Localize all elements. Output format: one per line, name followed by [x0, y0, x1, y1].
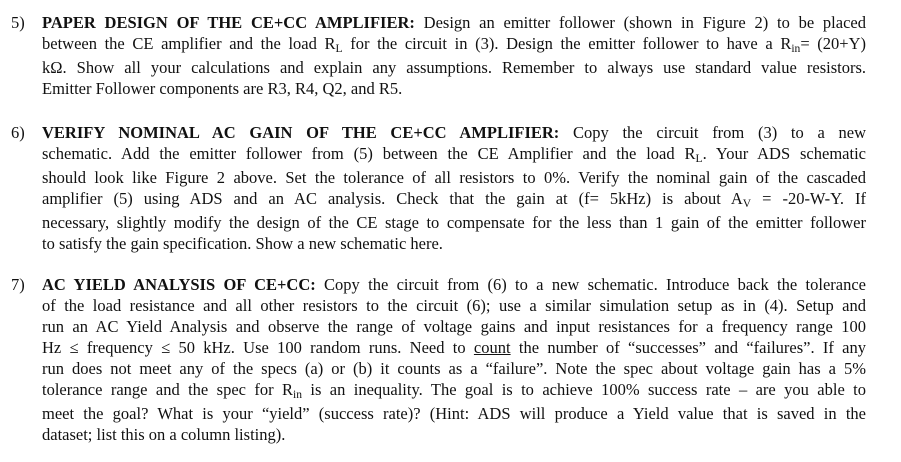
subscript: L — [695, 152, 703, 165]
text-run: run does not meet any of the specs (a) or (b) it counts as a “failure”. Note the spec about voltage gain has a 5% — [42, 359, 866, 378]
text-line — [42, 295, 866, 316]
section-heading: PAPER DESIGN OF THE CE+CC AMPLIFIER: — [42, 13, 415, 32]
text-line — [42, 12, 866, 33]
section-heading: AC YIELD ANALYSIS OF CE+CC: — [42, 275, 316, 294]
text-line — [42, 167, 866, 188]
section-number: 5) — [11, 13, 25, 32]
text-line — [42, 78, 866, 99]
text-run: the number of “successes” and “failures”. If any — [510, 338, 866, 357]
text-run: = (20+Y) — [800, 34, 866, 53]
text-run: for the circuit in (3). Design the emitter follower to have a R — [342, 34, 792, 53]
subscript: in — [293, 388, 302, 401]
section-body — [42, 274, 866, 445]
text-run: = -20-W-Y. If — [751, 189, 866, 208]
section-body — [42, 12, 866, 99]
section-heading: VERIFY NOMINAL AC GAIN OF THE CE+CC AMPLIFIER: — [42, 123, 560, 142]
text-run: dataset; list this on a column listing). — [42, 425, 286, 444]
text-run: Copy the circuit from (6) to a new schematic. Introduce back the tolerance — [315, 275, 866, 294]
text-run: . Your ADS schematic — [702, 144, 866, 163]
text-run: Emitter Follower components are R3, R4, Q2, and R5. — [42, 79, 403, 98]
subscript: V — [742, 197, 752, 210]
subscript: in — [791, 42, 801, 55]
text-run: tolerance range and the spec for R — [42, 380, 293, 399]
text-line — [42, 212, 866, 233]
text-run: should look like Figure 2 above. Set the tolerance of all resistors to 0%. Verify the nominal gain of the cascaded — [42, 168, 866, 187]
text-line — [42, 33, 866, 57]
text-line — [42, 379, 866, 403]
text-line — [42, 424, 866, 445]
text-run: schematic. Add the emitter follower from (5) between the CE Amplifier and the load R — [42, 144, 696, 163]
text-line — [42, 122, 866, 143]
subscript: L — [335, 42, 343, 55]
text-line — [42, 358, 866, 379]
text-line — [42, 403, 866, 424]
text-run: amplifier (5) using ADS and an AC analysis. Check that the gain at (f= 5kHz) is about A — [42, 189, 743, 208]
text-run: to satisfy the gain specification. Show a new schematic here. — [42, 234, 443, 253]
text-run: Copy the circuit from (3) to a new — [559, 123, 866, 142]
text-run: necessary, slightly modify the design of the CE stage to compensate for the less than 1 gain of the emitter follower — [42, 213, 866, 232]
text-run: is an inequality. The goal is to achieve 100% success rate – are you able to — [301, 380, 866, 399]
section-body — [42, 122, 866, 254]
underlined-word: count — [473, 338, 511, 357]
text-run: between the CE amplifier and the load R — [42, 34, 336, 53]
text-run: run an AC Yield Analysis and observe the range of voltage gains and input resistances for a frequency range 100 — [42, 317, 866, 336]
text-run: Hz ≤ frequency ≤ 50 kHz. Use 100 random runs. Need to — [42, 338, 474, 357]
text-line — [42, 57, 866, 78]
text-run: Design an emitter follower (shown in Figure 2) to be placed — [414, 13, 866, 32]
text-run: meet the goal? What is your “yield” (success rate)? (Hint: ADS will produce a Yield value that is saved in the — [42, 404, 866, 423]
text-line — [42, 316, 866, 337]
text-line — [42, 337, 866, 358]
text-line — [42, 188, 866, 212]
section-number: 7) — [11, 275, 25, 294]
text-line — [42, 274, 866, 295]
text-line — [42, 233, 866, 254]
text-run: kΩ. Show all your calculations and explain any assumptions. Remember to always use standard value resistors. — [42, 58, 866, 77]
section-number: 6) — [11, 123, 25, 142]
text-line — [42, 143, 866, 167]
text-run: of the load resistance and all other resistors to the circuit (6); use a similar simulation setup as in (4). Setup and — [42, 296, 866, 315]
